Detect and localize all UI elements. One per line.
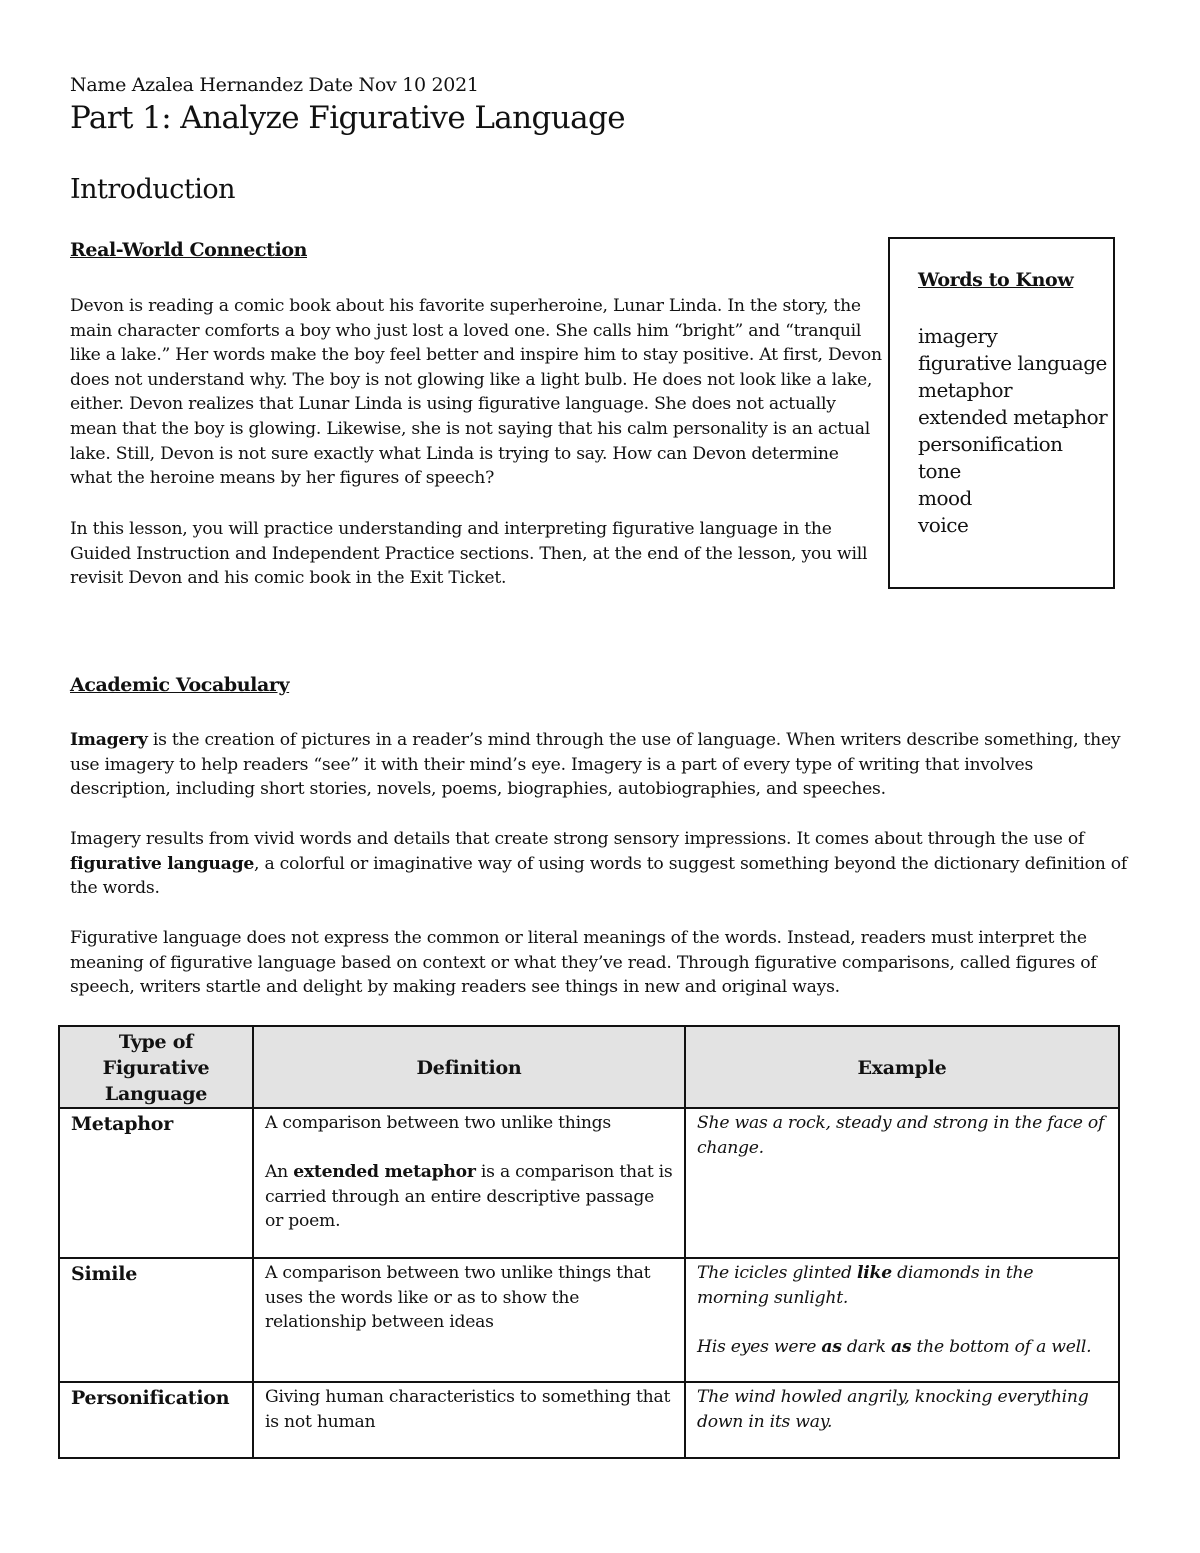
example-cell [685,1258,1119,1382]
bold-word: as [890,1336,912,1357]
word-item: voice [918,513,969,537]
text-span: An [265,1162,294,1183]
introduction-heading: Introduction [70,174,235,205]
table-row [59,1108,1119,1258]
words-to-know-list [918,323,1107,539]
text-span: dark [841,1336,891,1357]
real-world-paragraph-2: In this lesson, you will practice understanding and interpreting figurative language in the Guided Instruction and Independent Practice sections. Then, at the end of the lesson, you will revisit Devon and his comic book in the Exit Ticket. [70,519,868,589]
metaphor-definition: A comparison between two unlike things [265,1113,611,1133]
academic-paragraph-2-rest: , a colorful or imaginative way of using words to suggest something beyond the dictionary definition of the words. [70,853,1127,899]
example-cell: She was a rock, steady and strong in the face of change. [685,1108,1119,1258]
real-world-paragraph-1: Devon is reading a comic book about his favorite superheroine, Lunar Linda. In the story, the main character comforts a boy who just lost a loved one. She calls him “bright” and “tranquil like a lake.” Her words make the boy feel better and inspire him to stay positive. At first, Devon does not understand why. The boy is not glowing like a light bulb. He does not look like a lake, either. Devon realizes that Lunar Linda is using figurative language. She does not actually mean that the boy is glowing. Likewise, she is not saying that his calm personality is an actual lake. Still, Devon is not sure exactly what Linda is trying to say. How can Devon determine what the heroine means by her figures of speech? [70,296,882,489]
text-span: The icicles glinted [697,1263,857,1283]
page-title: Part 1: Analyze Figurative Language [70,100,626,136]
simile-example-2 [697,1335,1108,1360]
table-header-row [59,1026,1119,1108]
text-span: is a comparison that is carried through an entire descriptive passage or poem. [265,1162,673,1232]
words-to-know-box [888,237,1115,589]
text-span: His eyes were [697,1336,822,1357]
type-cell: Metaphor [59,1108,253,1258]
table-row [59,1258,1119,1382]
example-cell: The wind howled angrily, knocking everything down in its way. [685,1382,1119,1458]
word-item: figurative language [918,351,1107,375]
header-example: Example [685,1026,1119,1108]
word-item: imagery [918,324,998,348]
academic-paragraph-2-start: Imagery results from vivid words and details that create strong sensory impressions. It comes about through the use of [70,829,1085,849]
academic-paragraph-3: Figurative language does not express the common or literal meanings of the words. Instead, readers must interpret the meaning of figurative language based on context or what they’ve read. Through figurative comparisons, called figures of speech, writers startle and delight by making readers see things in new and original ways. [70,928,1097,998]
figurative-language-table [58,1025,1120,1459]
header-definition: Definition [253,1026,685,1108]
figurative-language-term: figurative language [70,853,255,874]
imagery-term: Imagery [70,730,148,750]
word-item: tone [918,459,961,483]
name-date-line: Name Azalea Hernandez Date Nov 10 2021 [70,74,479,96]
extended-metaphor-term: extended metaphor [293,1162,476,1183]
bold-word: like [856,1263,892,1283]
word-item: metaphor [918,378,1013,402]
text-span: diamonds in the morning sunlight. [697,1263,1034,1308]
academic-paragraph-1-text: is the creation of pictures in a reader’s mind through the use of language. When writers describe something, they use imagery to help readers “see” it with their mind’s eye. Imagery is a part of every type of writing that involves description, including short stories, novels, poems, biographies, autobiographies, and speeches. [70,730,1121,800]
word-item: extended metaphor [918,405,1108,429]
word-item: personification [918,432,1063,456]
type-cell: Simile [59,1258,253,1382]
table-row [59,1382,1119,1458]
real-world-connection-heading: Real-World Connection [70,239,308,261]
academic-vocabulary-heading: Academic Vocabulary [70,674,290,696]
word-item: mood [918,486,972,510]
simile-example-1 [697,1261,1108,1310]
words-to-know-title: Words to Know [918,269,1074,291]
academic-paragraph-1 [70,728,1130,802]
bold-word: as [821,1336,842,1357]
header-type: Type of Figurative Language [59,1026,253,1108]
definition-cell [253,1108,685,1258]
text-span: the bottom of a well. [911,1336,1092,1357]
definition-cell: A comparison between two unlike things that uses the words like or as to show the relationship between ideas [253,1258,685,1382]
type-cell: Personification [59,1382,253,1458]
definition-cell: Giving human characteristics to something that is not human [253,1382,685,1458]
academic-paragraph-2 [70,827,1130,901]
extended-metaphor-definition [265,1160,674,1234]
